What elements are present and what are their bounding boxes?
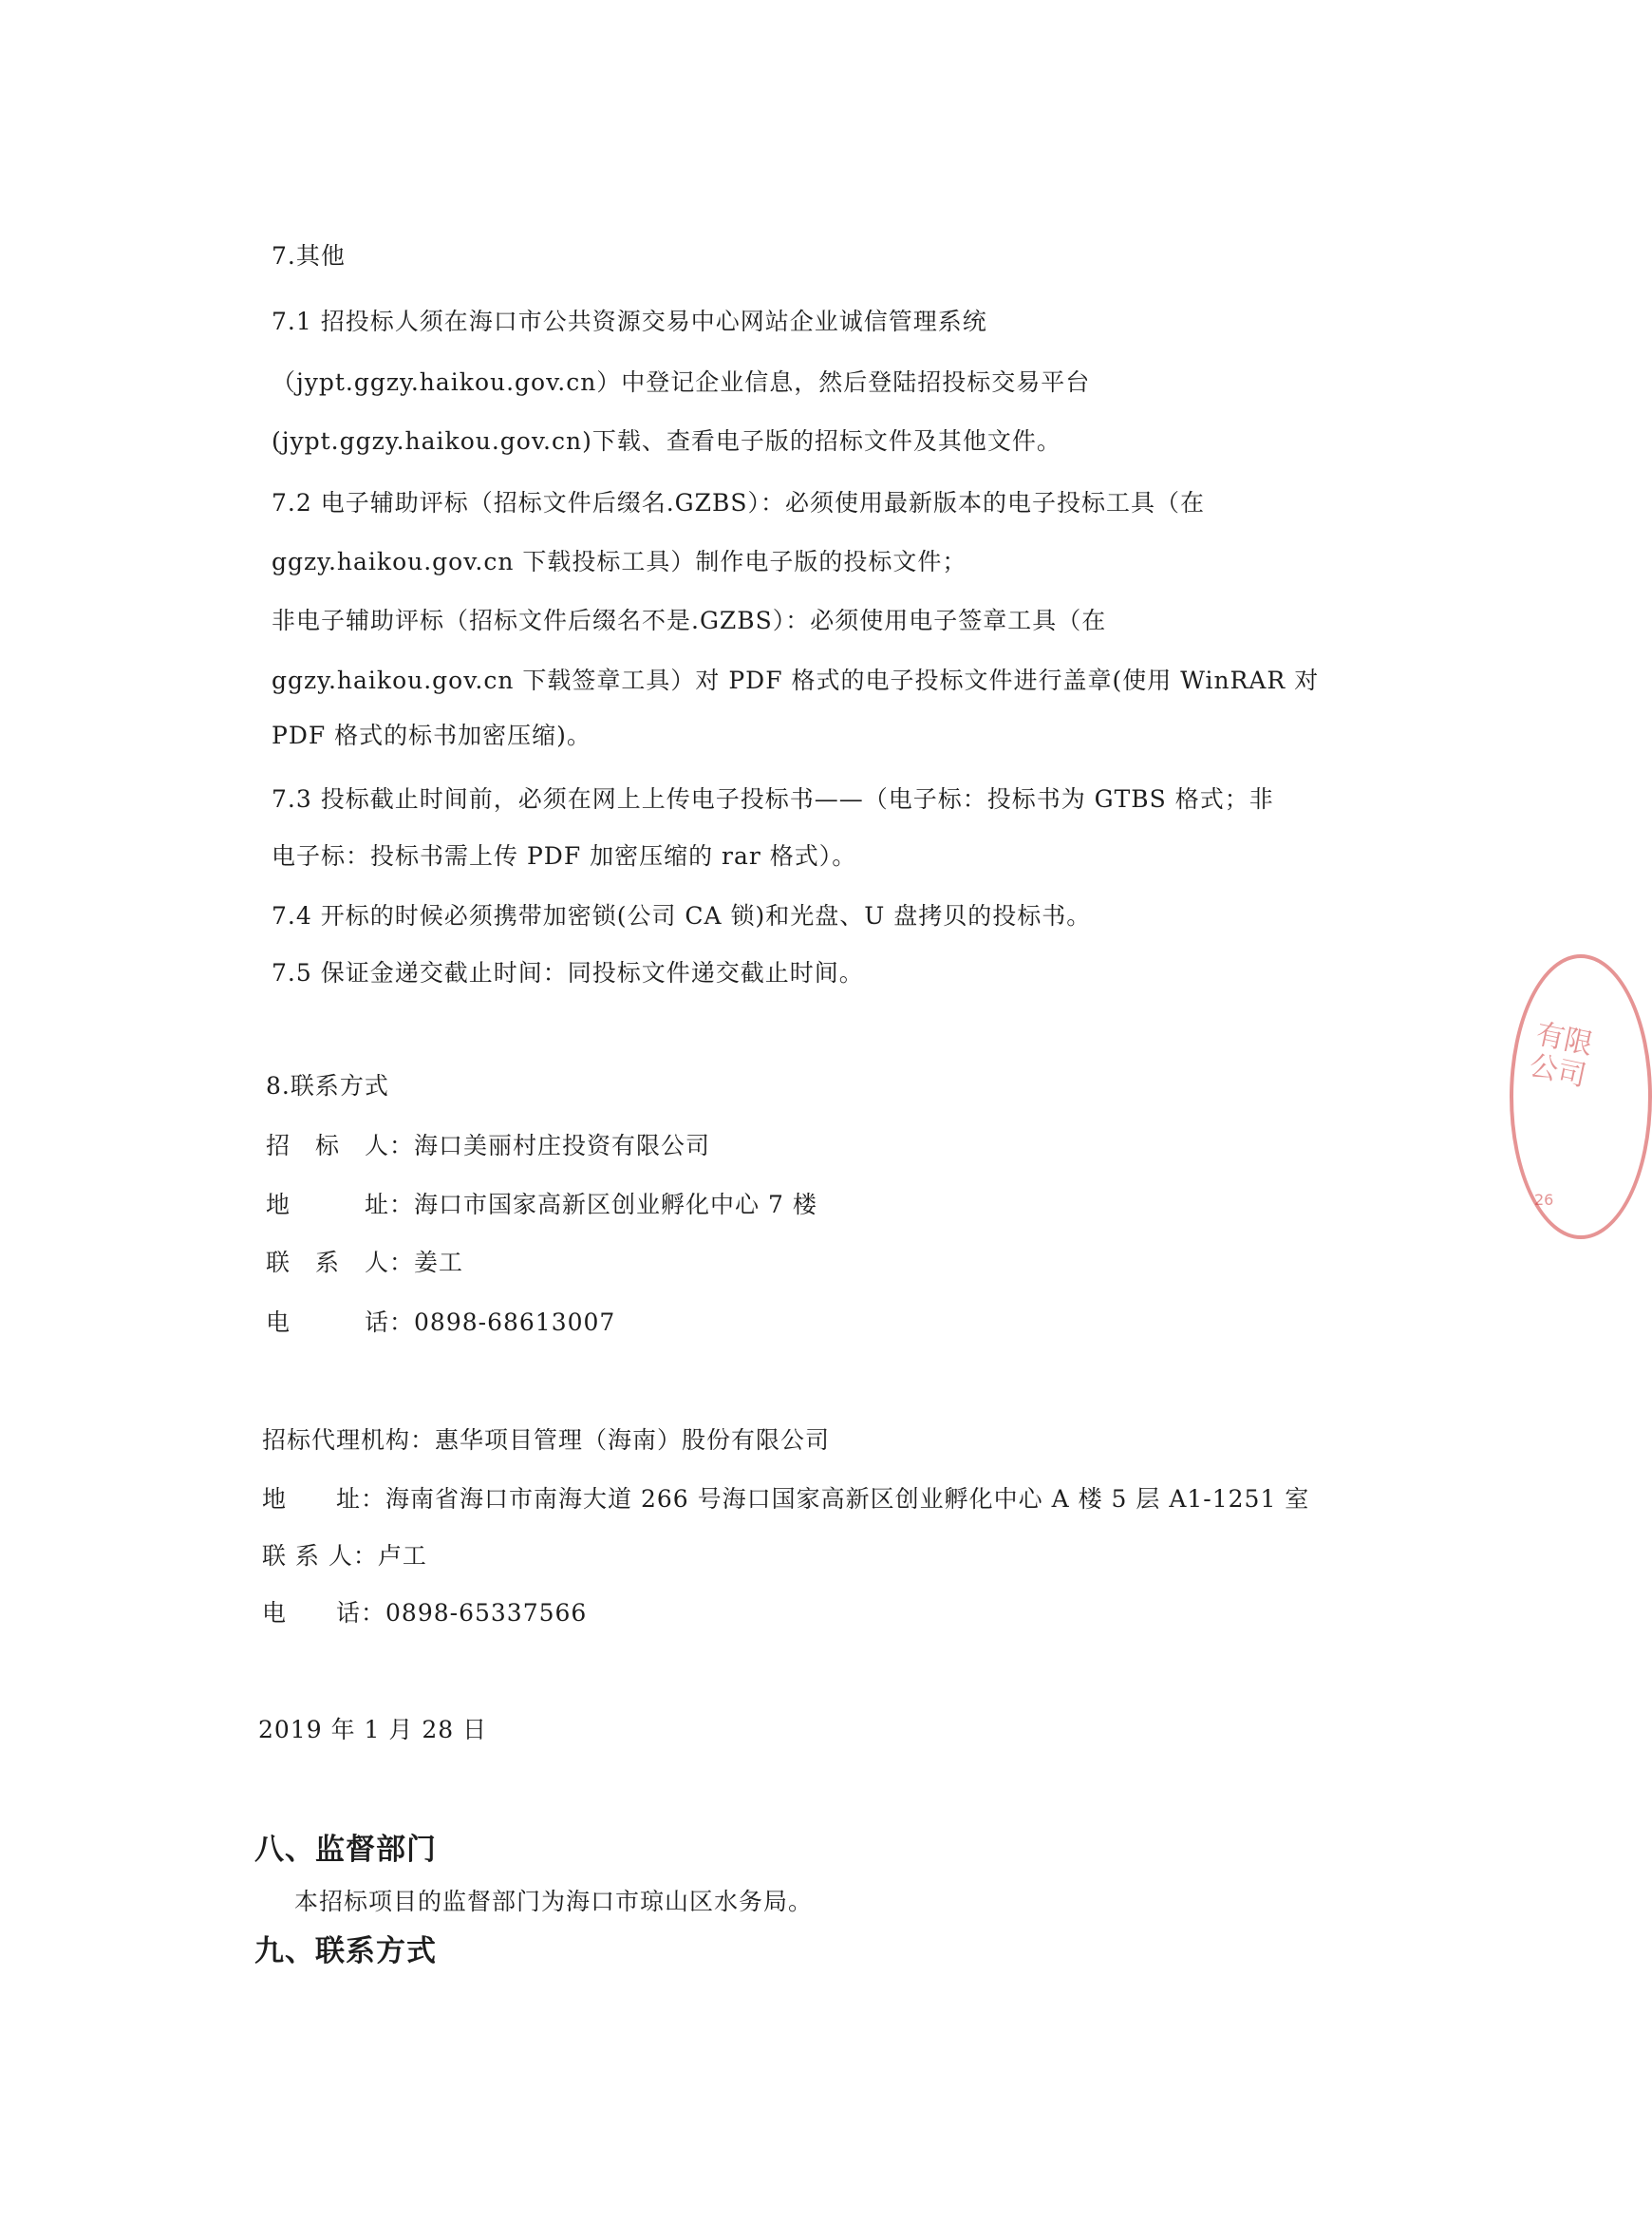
agent-address-row [262,1483,1309,1515]
phone-value: 0898-68613007 [414,1308,616,1336]
tenderer-row [266,1130,710,1162]
agent-contact-value: 卢工 [377,1542,427,1570]
agent-phone-value: 0898-65337566 [385,1599,588,1627]
item-7-2-line-1: 7.2 电子辅助评标（招标文件后缀名.GZBS）：必须使用最新版本的电子投标工具（在 [272,489,1205,517]
item-7-3-line-2: 电子标：投标书需上传 PDF 加密压缩的 rar 格式）。 [272,842,857,870]
item-7-2-line-3: 非电子辅助评标（招标文件后缀名不是.GZBS）：必须使用电子签章工具（在 [272,607,1107,634]
section-8-title: 8.联系方式 [266,1072,389,1100]
phone-row [266,1307,615,1339]
agent-address-label: 地 址： [262,1485,386,1513]
tenderer-label: 招 标 人： [266,1132,415,1159]
section-7-title: 7.其他 [272,242,346,270]
address-value: 海口市国家高新区创业孵化中心 7 楼 [414,1191,817,1218]
supervision-text: 本招标项目的监督部门为海口市琼山区水务局。 [294,1888,814,1915]
item-7-2-line-4: ggzy.haikou.gov.cn 下载签章工具）对 PDF 格式的电子投标文件进行盖章(使用 WinRAR 对 [272,667,1320,694]
company-seal-stamp [1510,954,1652,1239]
stamp-number: 26 [1534,1191,1554,1209]
tenderer-value: 海口美丽村庄投资有限公司 [414,1132,711,1159]
contact-label: 联 系 人： [266,1249,415,1276]
item-7-2-line-5: PDF 格式的标书加密压缩)。 [272,722,591,749]
agent-contact-label: 联 系 人： [262,1542,378,1570]
agent-contact-row [262,1540,427,1572]
item-7-4: 7.4 开标的时候必须携带加密锁(公司 CA 锁)和光盘、U 盘拷贝的投标书。 [272,902,1092,930]
contact-value: 姜工 [414,1249,464,1276]
heading-contact: 九、联系方式 [254,1934,437,1968]
address-label: 地 址： [266,1191,415,1218]
address-row [266,1189,817,1221]
item-7-1-line-1: 7.1 招投标人须在海口市公共资源交易中心网站企业诚信管理系统 [272,308,987,335]
agent-address-value: 海南省海口市南海大道 266 号海口国家高新区创业孵化中心 A 楼 5 层 A1-1251 室 [385,1485,1310,1513]
item-7-1-line-3: (jypt.ggzy.haikou.gov.cn)下载、查看电子版的招标文件及其他文件。 [272,427,1061,455]
item-7-3-line-1: 7.3 投标截止时间前，必须在网上上传电子投标书——（电子标：投标书为 GTBS 格式；非 [272,785,1274,813]
agent-value: 惠华项目管理（海南）股份有限公司 [435,1426,831,1454]
item-7-2-line-2: ggzy.haikou.gov.cn 下载投标工具）制作电子版的投标文件； [272,548,967,575]
phone-label: 电 话： [266,1308,415,1336]
heading-supervision: 八、监督部门 [254,1833,437,1867]
document-date: 2019 年 1 月 28 日 [258,1716,488,1743]
agent-label: 招标代理机构： [262,1426,436,1454]
contact-row [266,1247,463,1279]
agent-row [262,1424,830,1457]
agent-phone-row [262,1597,587,1629]
agent-phone-label: 电 话： [262,1599,386,1627]
item-7-1-line-2: （jypt.ggzy.haikou.gov.cn）中登记企业信息，然后登陆招投标交易平台 [272,368,1091,396]
item-7-5: 7.5 保证金递交截止时间：同投标文件递交截止时间。 [272,959,864,987]
stamp-text: 有限公司 [1526,1017,1596,1094]
